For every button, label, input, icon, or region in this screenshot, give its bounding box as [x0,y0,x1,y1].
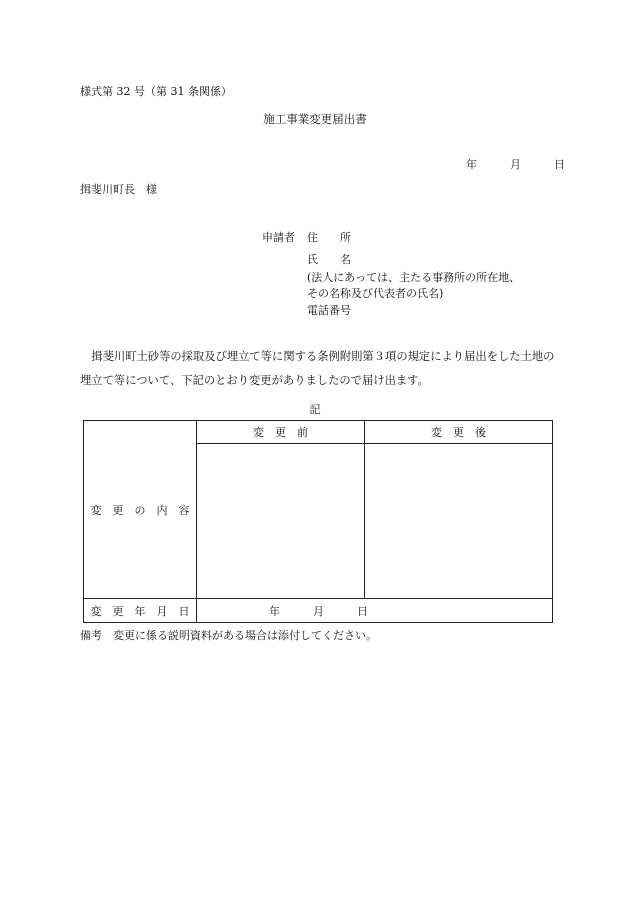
before-content-cell[interactable] [197,444,365,599]
ki-heading: 記 [309,403,321,416]
addressee: 揖斐川町長 様 [80,183,157,196]
applicant-corp-note-2: その名称及び代表者の氏名) [307,287,444,300]
change-date-label: 変 更 年 月 日 [84,599,197,623]
applicant-corp-note-1: (法人にあっては、主たる事務所の所在地、 [307,271,521,284]
applicant-name-label: 氏 名 [307,253,351,266]
remarks-note: 備考 変更に係る説明資料がある場合は添付してください。 [80,629,377,642]
date-month-label: 月 [510,158,521,171]
applicant-address-label: 住 所 [307,231,351,244]
form-number-label: 様式第 32 号（第 31 条関係） [80,85,232,98]
before-header: 変 更 前 [197,421,365,444]
after-header: 変 更 後 [365,421,553,444]
body-text: 揖斐川町土砂等の採取及び埋立て等に関する条例附則第３項の規定により届出をした土地の埋立て等について、下記のとおり変更がありましたので届け出ます。 [80,350,555,387]
applicant-label: 申請者 [262,231,295,244]
after-content-cell[interactable] [365,444,553,599]
document-title: 施工事業変更届出書 [263,112,367,126]
change-content-label: 変 更 の 内 容 [84,421,197,599]
change-table [83,420,553,623]
applicant-phone-label: 電話番号 [307,304,351,317]
date-year-label: 年 [466,158,477,171]
change-date-value[interactable]: 年 月 日 [197,599,553,623]
submission-date [466,158,565,172]
date-day-label: 日 [554,158,565,171]
